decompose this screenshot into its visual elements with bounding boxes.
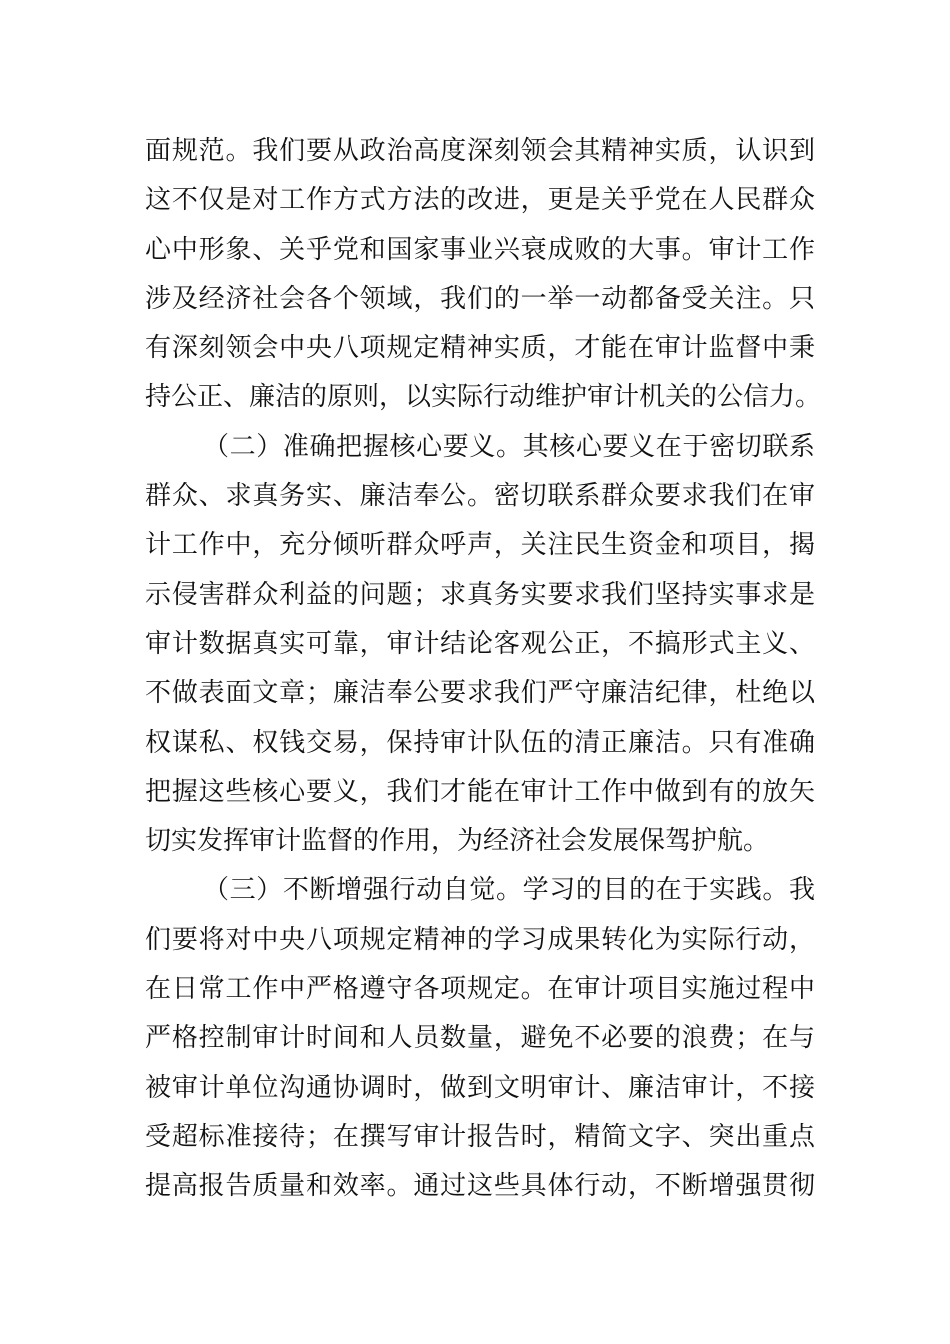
paragraph-1-line-6: 持公正、廉洁的原则，以实际行动维护审计机关的公信力。 (145, 382, 822, 413)
document-body (145, 127, 822, 1212)
paragraph-2-line-7: 权谋私、权钱交易，保持审计队伍的清正廉洁。只有准确 (145, 727, 815, 758)
paragraph-1-line-3: 心中形象、关乎党和国家事业兴衰成败的大事。审计工作 (145, 234, 815, 265)
paragraph-1-line-4: 涉及经济社会各个领域，我们的一举一动都备受关注。只 (145, 283, 815, 314)
paragraph-3-line-3: 在日常工作中严格遵守各项规定。在审计项目实施过程中 (145, 974, 815, 1005)
paragraph-2-line-4: 示侵害群众利益的问题；求真务实要求我们坚持实事求是 (145, 579, 815, 610)
paragraph-1-line-2: 这不仅是对工作方式方法的改进，更是关乎党在人民群众 (145, 185, 815, 216)
paragraph-2-line-9: 切实发挥审计监督的作用，为经济社会发展保驾护航。 (145, 826, 770, 857)
paragraph-2-line-2: 群众、求真务实、廉洁奉公。密切联系群众要求我们在审 (145, 481, 815, 512)
paragraph-3-line-5: 被审计单位沟通协调时，做到文明审计、廉洁审计，不接 (145, 1072, 815, 1103)
paragraph-3-line-6: 受超标准接待；在撰写审计报告时，精简文字、突出重点 (145, 1121, 815, 1152)
paragraph-1-line-1: 面规范。我们要从政治高度深刻领会其精神实质，认识到 (145, 136, 815, 166)
paragraph-2-line-6: 不做表面文章；廉洁奉公要求我们严守廉洁纪律，杜绝以 (145, 678, 815, 709)
paragraph-1-line-5: 有深刻领会中央八项规定精神实质，才能在审计监督中秉 (145, 333, 815, 364)
paragraph-3-line-7: 提高报告质量和效率。通过这些具体行动，不断增强贯彻 (145, 1171, 815, 1202)
paragraph-2-line-1: （二）准确把握核心要义。其核心要义在于密切联系 (203, 431, 815, 462)
paragraph-2-line-3: 计工作中，充分倾听群众呼声，关注民生资金和项目，揭 (145, 530, 815, 561)
paragraph-3-line-4: 严格控制审计时间和人员数量，避免不必要的浪费；在与 (145, 1023, 815, 1054)
paragraph-3-line-1: （三）不断增强行动自觉。学习的目的在于实践。我 (203, 875, 815, 906)
paragraph-3-line-2: 们要将对中央八项规定精神的学习成果转化为实际行动， (145, 924, 815, 955)
paragraph-2-line-8: 把握这些核心要义，我们才能在审计工作中做到有的放矢 (145, 776, 815, 807)
paragraph-2-line-5: 审计数据真实可靠，审计结论客观公正，不搞形式主义、 (145, 628, 815, 659)
